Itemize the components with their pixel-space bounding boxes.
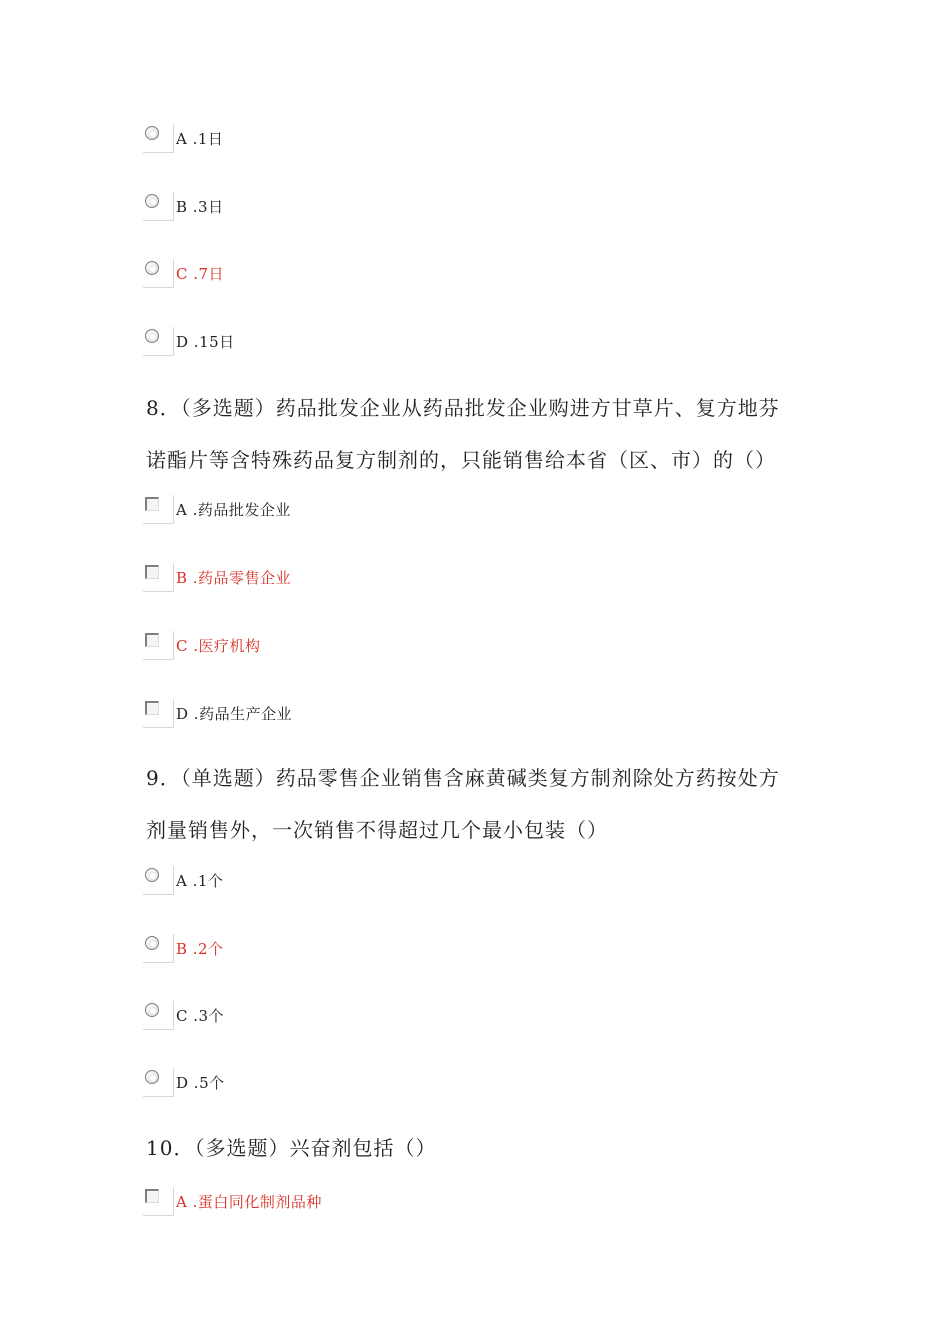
q7-option-b[interactable] [143,192,224,222]
option-label-correct: C .7日 [176,265,225,283]
radio-button[interactable] [143,124,175,154]
radio-button[interactable] [143,327,175,357]
option-label: A .1日 [176,130,224,148]
radio-button[interactable] [143,192,175,222]
q9-option-c[interactable] [143,1001,224,1031]
checkbox[interactable] [143,495,175,525]
question-10-text [146,1122,826,1174]
option-label: D .15日 [176,333,235,351]
option-label: A .1个 [176,872,224,890]
q8-option-d[interactable] [143,699,292,729]
checkbox[interactable] [143,563,175,593]
option-label: D .5个 [176,1074,225,1092]
q9-option-d[interactable] [143,1068,225,1098]
radio-button[interactable] [143,866,175,896]
question-9-line-2: 剂量销售外，一次销售不得超过几个最小包装（） [146,818,608,842]
checkbox[interactable] [143,699,175,729]
question-9-text [146,752,826,856]
option-label: D .药品生产企业 [176,705,293,723]
option-label-correct: B .2个 [176,940,224,958]
q7-option-d[interactable] [143,327,235,357]
q8-option-c[interactable] [143,631,261,661]
q9-option-b[interactable] [143,934,224,964]
question-8-text [146,382,826,486]
question-8-line-1: 8．（多选题）药品批发企业从药品批发企业购进方甘草片、复方地芬 [146,396,780,420]
option-label: B .3日 [176,198,224,216]
radio-button[interactable] [143,934,175,964]
q7-option-c[interactable] [143,259,224,289]
q9-option-a[interactable] [143,866,223,896]
checkbox[interactable] [143,1187,175,1217]
radio-button[interactable] [143,1068,175,1098]
checkbox[interactable] [143,631,175,661]
q7-option-a[interactable] [143,124,223,154]
option-label-correct: B .药品零售企业 [176,569,292,587]
q8-option-b[interactable] [143,563,291,593]
q8-option-a[interactable] [143,495,291,525]
option-label: C .3个 [176,1007,225,1025]
question-9-line-1: 9．（单选题）药品零售企业销售含麻黄碱类复方制剂除处方药按处方 [146,766,780,790]
radio-button[interactable] [143,259,175,289]
q10-option-a[interactable] [143,1187,322,1217]
option-label-correct: A .蛋白同化制剂品种 [176,1193,322,1211]
radio-button[interactable] [143,1001,175,1031]
option-label: A .药品批发企业 [176,501,291,519]
question-10-line-1: 10．（多选题）兴奋剂包括（） [146,1136,437,1160]
option-label-correct: C .医疗机构 [176,637,261,655]
question-8-line-2: 诺酯片等含特殊药品复方制剂的，只能销售给本省（区、市）的（） [146,448,776,472]
